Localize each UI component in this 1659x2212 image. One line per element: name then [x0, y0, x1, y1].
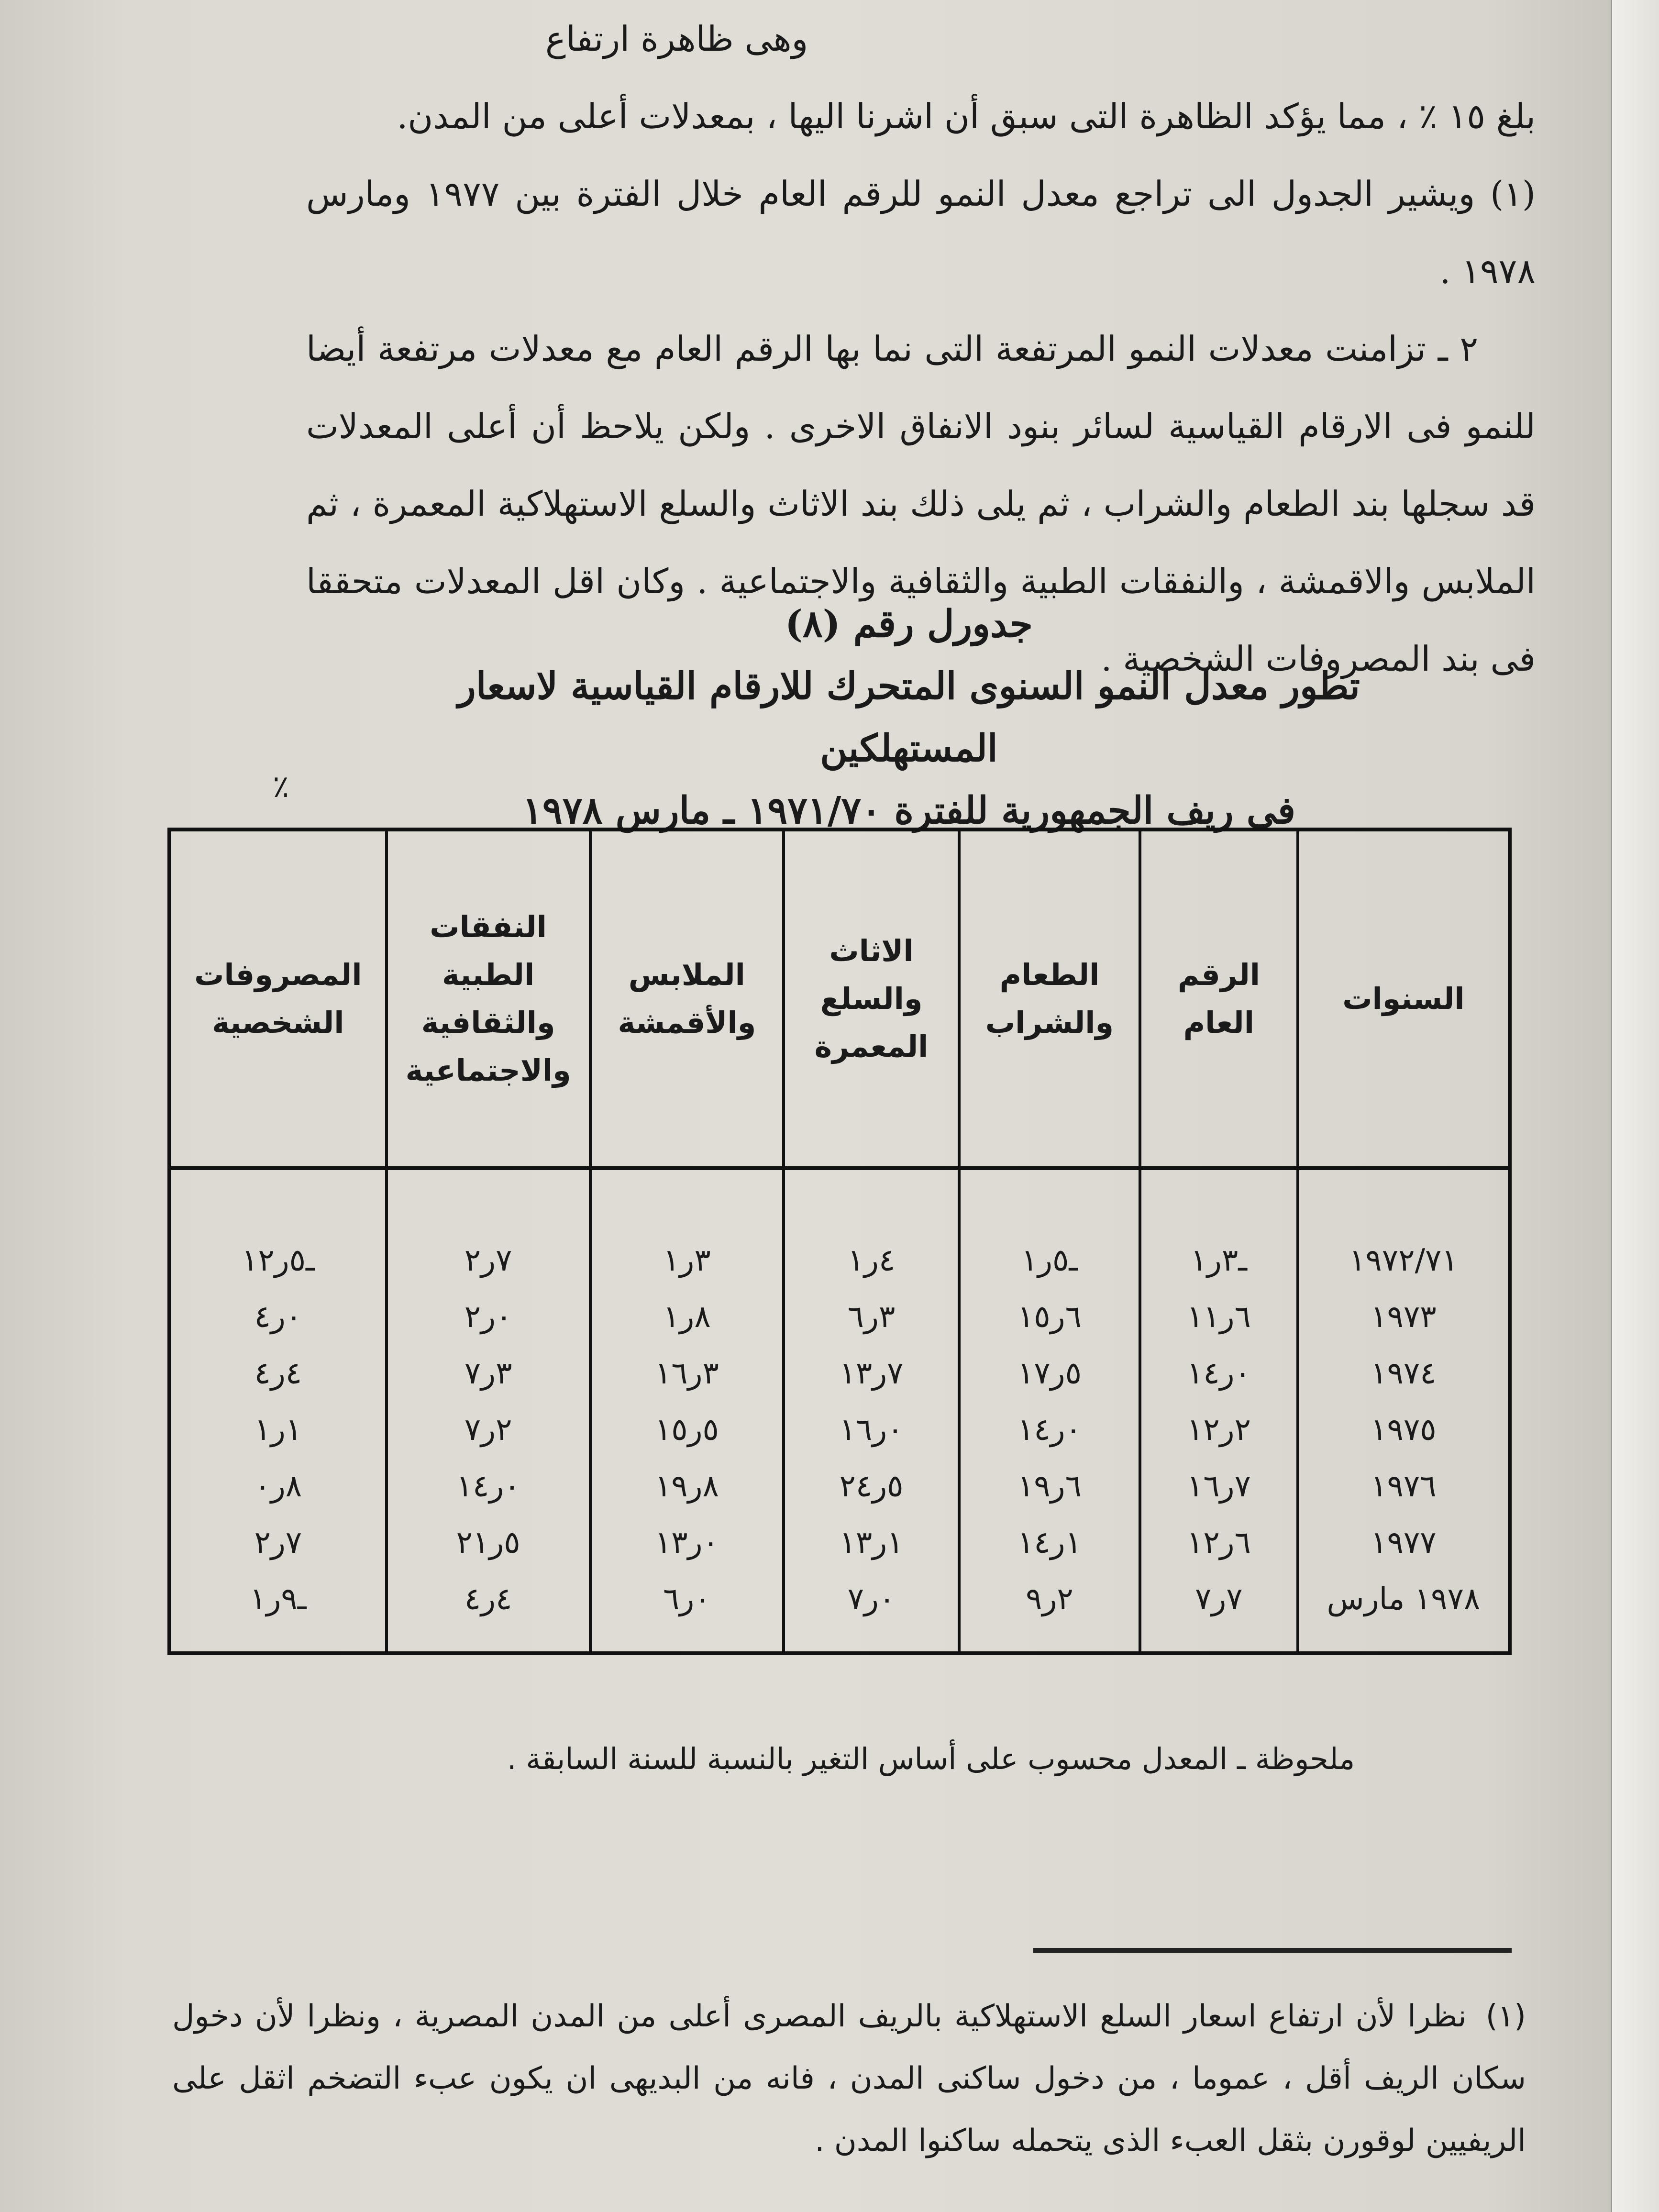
header-medical-cultural: النفقات الطبية والثقافية والاجتماعية — [387, 830, 590, 1168]
table-row — [169, 1571, 1510, 1653]
value-cell: ٠ر١٦ — [784, 1402, 959, 1458]
value-cell: ٨ر١٩ — [590, 1458, 784, 1515]
value-cell: ٢ر٧ — [387, 1402, 590, 1458]
value-cell: ٣ر١٦ — [590, 1345, 784, 1402]
value-cell: ٦ر١٩ — [959, 1458, 1140, 1515]
header-general-index: الرقم العام — [1140, 830, 1298, 1168]
value-cell: ٦ر١١ — [1140, 1289, 1298, 1345]
value-cell: ٨ر٠ — [169, 1458, 387, 1515]
table-row — [169, 1345, 1510, 1402]
value-cell: ٠ر٧ — [784, 1571, 959, 1653]
value-cell: ٣ر١ — [590, 1168, 784, 1289]
table-number: جدورل رقم (٨) — [785, 602, 1033, 646]
value-cell: ١ر١ — [169, 1402, 387, 1458]
table-header-row — [169, 830, 1510, 1168]
value-cell: ٤ر١ — [784, 1168, 959, 1289]
table-row — [169, 1168, 1510, 1289]
year-cell: ١٩٧٥ — [1298, 1402, 1510, 1458]
value-cell: ٥ر١٧ — [959, 1345, 1140, 1402]
value-cell: ٥ر٢١ — [387, 1515, 590, 1571]
value-cell: ٢ر٩ — [959, 1571, 1140, 1653]
footnote-divider — [1033, 1948, 1512, 1953]
year-cell: ١٩٧٨ مارس — [1298, 1571, 1510, 1653]
table-row — [169, 1289, 1510, 1345]
value-cell: ٠ر١٤ — [387, 1458, 590, 1515]
year-cell: ١٩٧٦ — [1298, 1458, 1510, 1515]
paragraph-point-2: ٢ ـ تزامنت معدلات النمو المرتفعة التى نما بها الرقم العام مع معدلات مرتفعة أيضا للنمو فى الارقام القياسية لسائر بنود الانفاق الاخرى . ولكن يلاحظ أن أعلى المعدلات قد سجلها بند الطعام والشراب ، ثم يلى ذلك بند الاثاث والسلع الاستهلاكية المعمرة ، ثم الملابس والاقمشة ، والنفقات الطبية والثقافية والاجتماعية . وكان اقل المعدلات متحققا فى بند المصروفات الشخصية . — [306, 329, 1536, 679]
unit-label: ٪ — [273, 769, 289, 805]
table-note: ملحوظة ـ المعدل محسوب على أساس التغير بالنسبة للسنة السابقة . — [507, 1741, 1355, 1776]
value-cell: ٠ر٤ — [169, 1289, 387, 1345]
footnote — [172, 1985, 1526, 2172]
value-cell: ٦ر١٢ — [1140, 1515, 1298, 1571]
value-cell: ٢ر١٢ — [1140, 1402, 1298, 1458]
header-clothing: الملابس والأقمشة — [590, 830, 784, 1168]
header-food: الطعام والشراب — [959, 830, 1140, 1168]
value-cell: ـ٣ر١ — [1140, 1168, 1298, 1289]
header-personal: المصروفات الشخصية — [169, 830, 387, 1168]
value-cell: ٠ر١٤ — [959, 1402, 1140, 1458]
footnote-text: نظرا لأن ارتفاع اسعار السلع الاستهلاكية بالريف المصرى أعلى من المدن المصرية ، ونظرا لأن دخول سكان الريف أقل ، عموما ، من دخول ساكنى المدن ، فانه من البديهى ان يكون عبء التضخم اثقل على الريفيين لوقورن بثقل العبء الذى يتحمله ساكنوا المدن . — [172, 1999, 1526, 2158]
growth-table — [167, 828, 1512, 1655]
value-cell: ٠ر١٣ — [590, 1515, 784, 1571]
year-cell: ١٩٧٣ — [1298, 1289, 1510, 1345]
table-row — [169, 1515, 1510, 1571]
value-cell: ١ر١٣ — [784, 1515, 959, 1571]
value-cell: ٥ر١٥ — [590, 1402, 784, 1458]
value-cell: ٠ر٢ — [387, 1289, 590, 1345]
header-furniture: الاثاث والسلع المعمرة — [784, 830, 959, 1168]
table-title-line2: فى ريف الجمهورية للفترة ١٩٧١/٧٠ ـ مارس ١٩٧٨ — [522, 789, 1296, 832]
value-cell: ـ٥ر١٢ — [169, 1168, 387, 1289]
value-cell: ٧ر١٦ — [1140, 1458, 1298, 1515]
year-cell: ١٩٧٢/٧١ — [1298, 1168, 1510, 1289]
paragraph-fragment: وهى ظاهرة ارتفاع — [545, 19, 808, 59]
value-cell: ٧ر٢ — [387, 1168, 590, 1289]
value-cell: ـ٥ر١ — [959, 1168, 1140, 1289]
value-cell: ٥ر٢٤ — [784, 1458, 959, 1515]
value-cell: ١ر١٤ — [959, 1515, 1140, 1571]
value-cell: ٣ر٦ — [784, 1289, 959, 1345]
value-cell: ٧ر٧ — [1140, 1571, 1298, 1653]
value-cell: ٦ر١٥ — [959, 1289, 1140, 1345]
table-caption — [383, 593, 1435, 842]
year-cell: ١٩٧٧ — [1298, 1515, 1510, 1571]
value-cell: ٠ر١٤ — [1140, 1345, 1298, 1402]
value-cell: ٨ر١ — [590, 1289, 784, 1345]
value-cell: ٤ر٤ — [387, 1571, 590, 1653]
value-cell: ٧ر٢ — [169, 1515, 387, 1571]
value-cell: ٧ر١٣ — [784, 1345, 959, 1402]
value-cell: ٣ر٧ — [387, 1345, 590, 1402]
value-cell: ٠ر٦ — [590, 1571, 784, 1653]
table-row — [169, 1402, 1510, 1458]
next-page-edge — [1611, 0, 1659, 2212]
paragraph-continuation-2: (١) ويشير الجدول الى تراجع معدل النمو للرقم العام خلال الفترة بين ١٩٧٧ ومارس ١٩٧٨ . — [306, 174, 1536, 291]
paragraph-continuation: بلغ ١٥ ٪ ، مما يؤكد الظاهرة التى سبق أن اشرنا اليها ، بمعدلات أعلى من المدن. — [397, 96, 1536, 136]
value-cell: ـ٩ر١ — [169, 1571, 387, 1653]
table-row — [169, 1458, 1510, 1515]
year-cell: ١٩٧٤ — [1298, 1345, 1510, 1402]
value-cell: ٤ر٤ — [169, 1345, 387, 1402]
footnote-marker: (١) — [1485, 1999, 1526, 2034]
header-years: السنوات — [1298, 830, 1510, 1168]
table-title-line1: تطور معدل النمو السنوى المتحرك للارقام القياسية لاسعار المستهلكين — [458, 664, 1360, 770]
